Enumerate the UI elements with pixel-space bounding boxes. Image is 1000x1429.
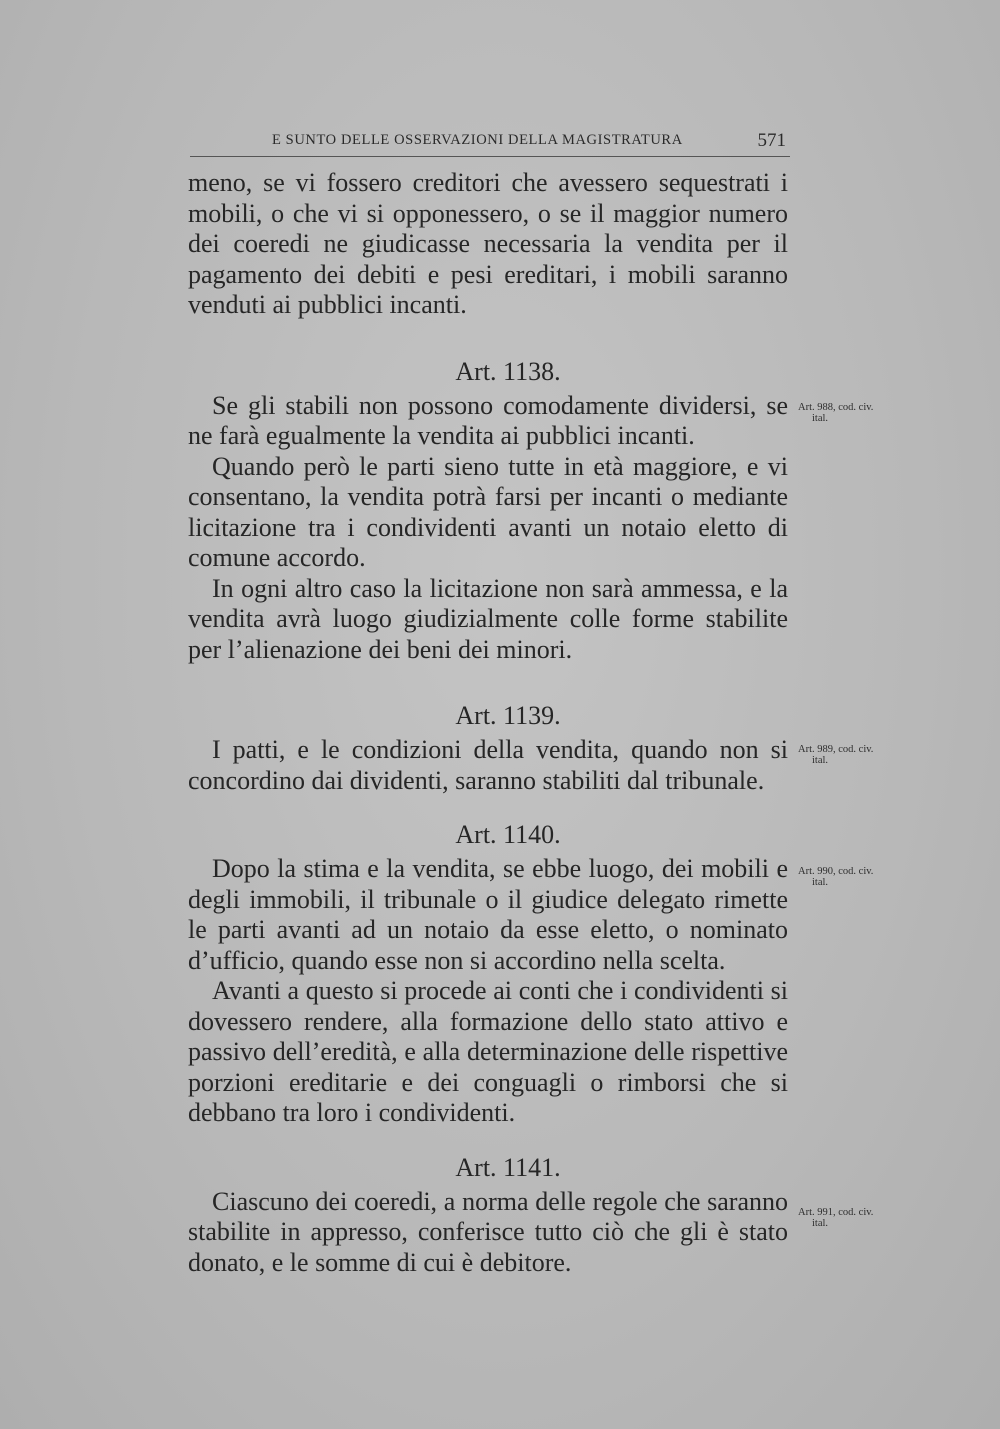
margin-note-1138 [798,402,918,424]
margin-note-1141-ital: ital. [812,1218,829,1229]
paragraph-1140-1: Dopo la stima e la vendita, se ebbe luogo, dei mobili e degli immobili, il tribunale o il giudice delegato rimette le parti avanti ad un notaio da esse eletto, o nominato d’ufficio, quando esse non si accordino nella scelta. [188,854,788,975]
margin-note-1139-ital: ital. [812,755,829,766]
paragraph-1138-3: In ogni altro caso la licitazione non sarà ammessa, e la vendita avrà luogo giudizialmente colle forme stabilite per l’alienazione dei beni dei minori. [188,573,788,664]
article-heading-1138: Art. 1138. [455,356,561,386]
paragraph-1140-2: Avanti a questo si procede ai conti che i condividenti si dovessero rendere, alla formazione dello stato attivo e passivo dell’eredità, e alla determinazione delle rispettive porzioni ereditarie e dei conguagli o rimborsi che si debbano tra loro i condividenti. [188,976,788,1127]
paragraph-1138-1: Se gli stabili non possono comodamente dividersi, se ne farà egualmente la vendita ai pubblici incanti. [188,390,788,450]
main-text [188,168,788,1278]
article-heading-1140: Art. 1140. [455,820,561,849]
paragraph-1139-1: I patti, e le condizioni della vendita, quando non si concordino dai dividenti, saranno stabiliti dal tribunale. [188,735,788,795]
paragraph-1141-1: Ciascuno dei coeredi, a norma delle regole che saranno stabilite in appresso, conferisce tutto ciò che gli è stato donato, e le somme di cui è debitore. [188,1186,788,1277]
article-heading-1141: Art. 1141. [455,1152,561,1182]
paragraph-1138-2: Quando però le parti sieno tutte in età maggiore, e vi consentano, la vendita potrà farsi per incanti o mediante licitazione tra i condividenti avanti un notaio eletto di comune accordo. [188,451,788,572]
margin-note-1141 [798,1207,918,1229]
margin-note-1140-ital: ital. [812,877,829,888]
page-number: 571 [757,130,786,151]
paragraph-continuation: meno, se vi fossero creditori che avessero sequestrati i mobili, o che vi si opponessero, o se il maggior numero dei coeredi ne giudicasse necessaria la vendita per il pagamento dei debiti e pesi ereditari, i mobili saranno venduti ai pubblici incanti. [188,168,788,319]
margin-note-1138-ital: ital. [812,413,829,424]
margin-note-1138-ref: Art. 988, cod. civ. [798,402,874,413]
margin-note-1139-ref: Art. 989, cod. civ. [798,744,874,755]
margin-note-1141-ref: Art. 991, cod. civ. [798,1207,874,1218]
running-header [190,126,790,157]
running-title: E SUNTO DELLE OSSERVAZIONI DELLA MAGISTRATURA [272,132,683,148]
margin-note-1140 [798,866,918,888]
margin-note-1139 [798,744,918,766]
article-heading-1139: Art. 1139. [455,701,561,730]
margin-note-1140-ref: Art. 990, cod. civ. [798,866,874,877]
